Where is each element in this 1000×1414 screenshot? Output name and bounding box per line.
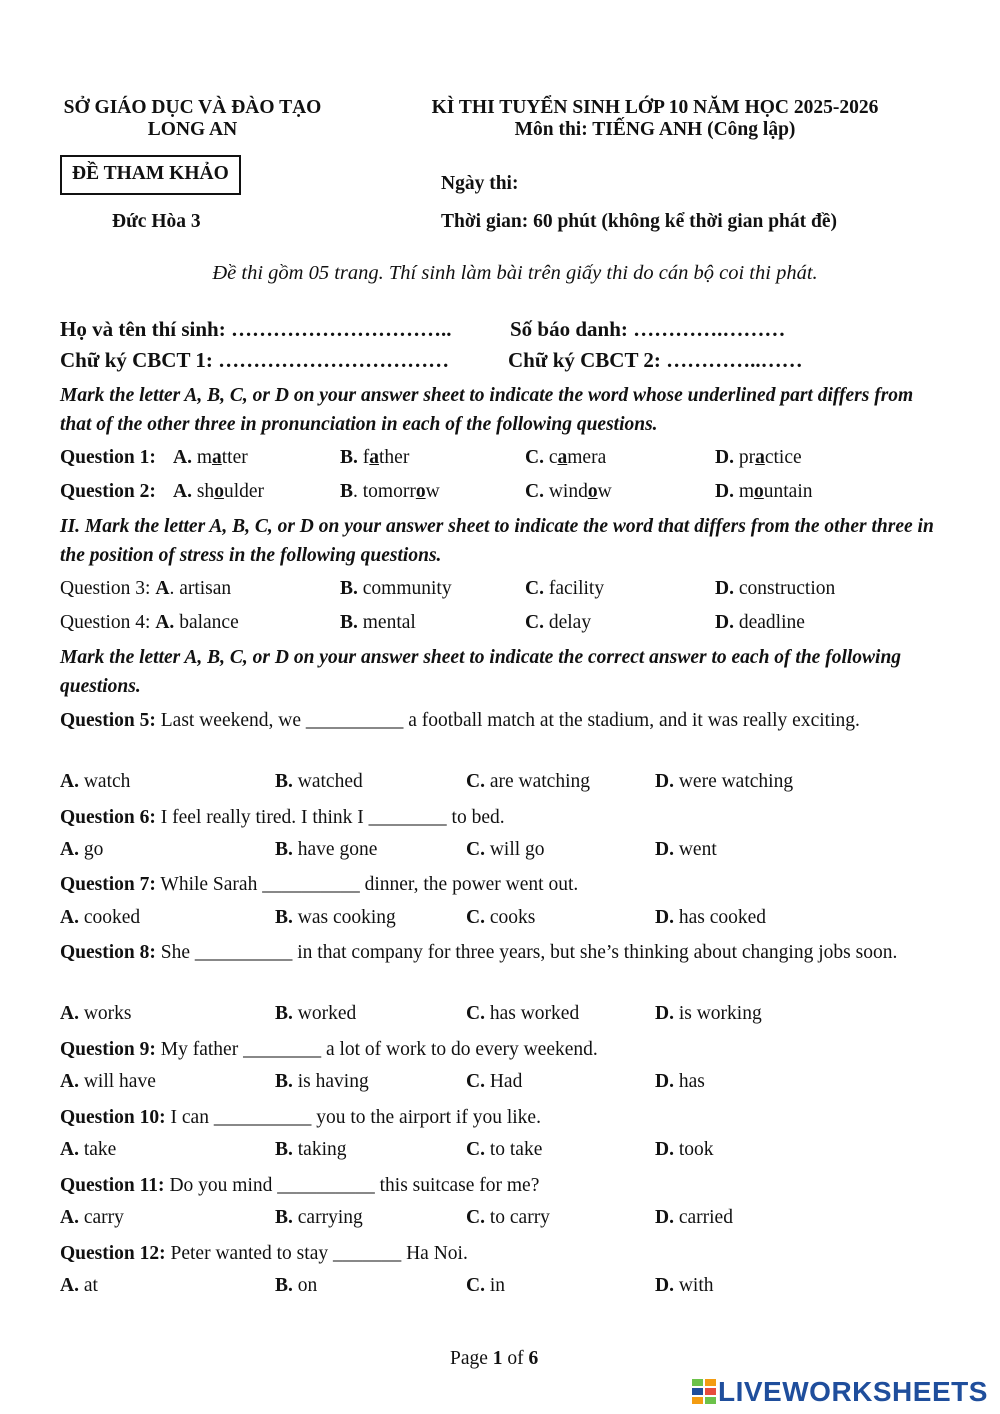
q12-option-b: B. on xyxy=(275,1275,318,1296)
section1-instruction: Mark the letter A, B, C, or D on your answer sheet to indicate the word whose underlined part differs from that of the other three in pronunciation in each of the following questions. xyxy=(60,385,914,435)
exam-title xyxy=(395,97,915,141)
exam-title-line2: Môn thi: TIẾNG ANH (Công lập) xyxy=(514,119,796,140)
q4-option-d: D. deadline xyxy=(715,612,805,633)
q3-label-and-a: Question 3: A. artisan xyxy=(60,578,232,599)
q1-option-a: A. matter xyxy=(173,447,248,468)
q8-option-a: A. works xyxy=(60,1003,132,1024)
q1-label xyxy=(60,447,156,469)
q2-option-a: A. shoulder xyxy=(173,481,265,502)
exam-date-label: Ngày thi: xyxy=(441,173,519,194)
q1-option-b: B. father xyxy=(340,447,410,468)
q9-option-b: B. is having xyxy=(275,1071,369,1092)
section2-instruction: II. Mark the letter A, B, C, or D on your answer sheet to indicate the word that differs from the other three in the position of stress in the following questions. xyxy=(60,516,934,566)
question-number: Question 2: xyxy=(60,481,156,502)
q1-option-d: D. practice xyxy=(715,447,802,468)
q3-option-d: D. construction xyxy=(715,578,836,599)
liveworksheets-logo-text: LIVEWORKSHEETS xyxy=(718,1376,988,1407)
page-number: Page 1 of 6 xyxy=(450,1348,539,1369)
q8-text: Question 8: She __________ in that company for three years, but she’s thinking about changing jobs soon. xyxy=(60,942,898,963)
q5-option-d: D. were watching xyxy=(655,771,794,792)
q11-option-a: A. carry xyxy=(60,1207,124,1228)
q9-text: Question 9: My father ________ a lot of work to do every weekend. xyxy=(60,1039,598,1060)
q2-option-c: C. window xyxy=(525,481,612,502)
q7-text: Question 7: While Sarah __________ dinner, the power went out. xyxy=(60,874,579,895)
q10-option-d: D. took xyxy=(655,1139,714,1160)
q8-option-d: D. is working xyxy=(655,1003,762,1024)
q2-option-d: D. mountain xyxy=(715,481,813,502)
department-line2: LONG AN xyxy=(147,119,238,140)
q11-text: Question 11: Do you mind __________ this suitcase for me? xyxy=(60,1175,540,1196)
q4-option-b: B. mental xyxy=(340,612,416,633)
q5-option-a: A. watch xyxy=(60,771,131,792)
q5-option-c: C. are watching xyxy=(466,771,591,792)
q11-option-c: C. to carry xyxy=(466,1207,550,1228)
q9-option-d: D. has xyxy=(655,1071,705,1092)
q2-label xyxy=(60,481,156,503)
q8-option-c: C. has worked xyxy=(466,1003,580,1024)
q4-label-and-a: Question 4: A. balance xyxy=(60,612,239,633)
proctor2-signature-field: Chữ ký CBCT 2: …………..…… xyxy=(508,348,803,372)
school-name: Đức Hòa 3 xyxy=(112,211,201,232)
q7-option-d: D. has cooked xyxy=(655,907,767,928)
q11-option-b: B. carrying xyxy=(275,1207,363,1228)
q4-option-c: C. delay xyxy=(525,612,592,633)
q12-option-c: C. in xyxy=(466,1275,506,1296)
q6-option-a: A. go xyxy=(60,839,104,860)
candidate-number-field: Số báo danh: ………….……… xyxy=(510,317,786,341)
q6-option-c: C. will go xyxy=(466,839,545,860)
section3-instruction: Mark the letter A, B, C, or D on your answer sheet to indicate the correct answer to each of the following questions. xyxy=(60,647,902,697)
q7-option-a: A. cooked xyxy=(60,907,141,928)
reference-exam-box: ĐỀ THAM KHẢO xyxy=(60,155,241,195)
q6-option-d: D. went xyxy=(655,839,717,860)
q3-option-c: C. facility xyxy=(525,578,605,599)
liveworksheets-logo-icon xyxy=(692,1379,716,1405)
q12-option-a: A. at xyxy=(60,1275,98,1296)
q5-text: Question 5: Last weekend, we __________ a football match at the stadium, and it was really exciting. xyxy=(60,710,860,731)
q12-text: Question 12: Peter wanted to stay _______ Ha Noi. xyxy=(60,1243,468,1264)
q1-option-c: C. camera xyxy=(525,447,607,468)
exam-note: Đề thi gồm 05 trang. Thí sinh làm bài trên giấy thi do cán bộ coi thi phát. xyxy=(212,262,818,284)
q2-option-b: B. tomorrow xyxy=(340,481,440,502)
q6-text: Question 6: I feel really tired. I think I ________ to bed. xyxy=(60,807,505,828)
q5-option-b: B. watched xyxy=(275,771,363,792)
q7-option-c: C. cooks xyxy=(466,907,536,928)
q9-option-c: C. Had xyxy=(466,1071,523,1092)
question-number: Question 1: xyxy=(60,447,156,468)
q10-option-a: A. take xyxy=(60,1139,117,1160)
q10-option-b: B. taking xyxy=(275,1139,347,1160)
q10-option-c: C. to take xyxy=(466,1139,543,1160)
q9-option-a: A. will have xyxy=(60,1071,156,1092)
department-title xyxy=(40,97,345,141)
q10-text: Question 10: I can __________ you to the airport if you like. xyxy=(60,1107,541,1128)
liveworksheets-logo[interactable] xyxy=(692,1376,992,1408)
q8-option-b: B. worked xyxy=(275,1003,357,1024)
proctor1-signature-field: Chữ ký CBCT 1: …………………………… xyxy=(60,348,450,372)
department-line1: SỞ GIÁO DỤC VÀ ĐÀO TẠO xyxy=(63,97,322,118)
q12-option-d: D. with xyxy=(655,1275,714,1296)
q11-option-d: D. carried xyxy=(655,1207,733,1228)
candidate-name-field: Họ và tên thí sinh: ………………………….. xyxy=(60,317,452,341)
q7-option-b: B. was cooking xyxy=(275,907,396,928)
q3-option-b: B. community xyxy=(340,578,452,599)
exam-duration: Thời gian: 60 phút (không kể thời gian phát đề) xyxy=(441,211,837,232)
exam-title-line1: KÌ THI TUYỂN SINH LỚP 10 NĂM HỌC 2025-2026 xyxy=(431,97,879,118)
q6-option-b: B. have gone xyxy=(275,839,378,860)
